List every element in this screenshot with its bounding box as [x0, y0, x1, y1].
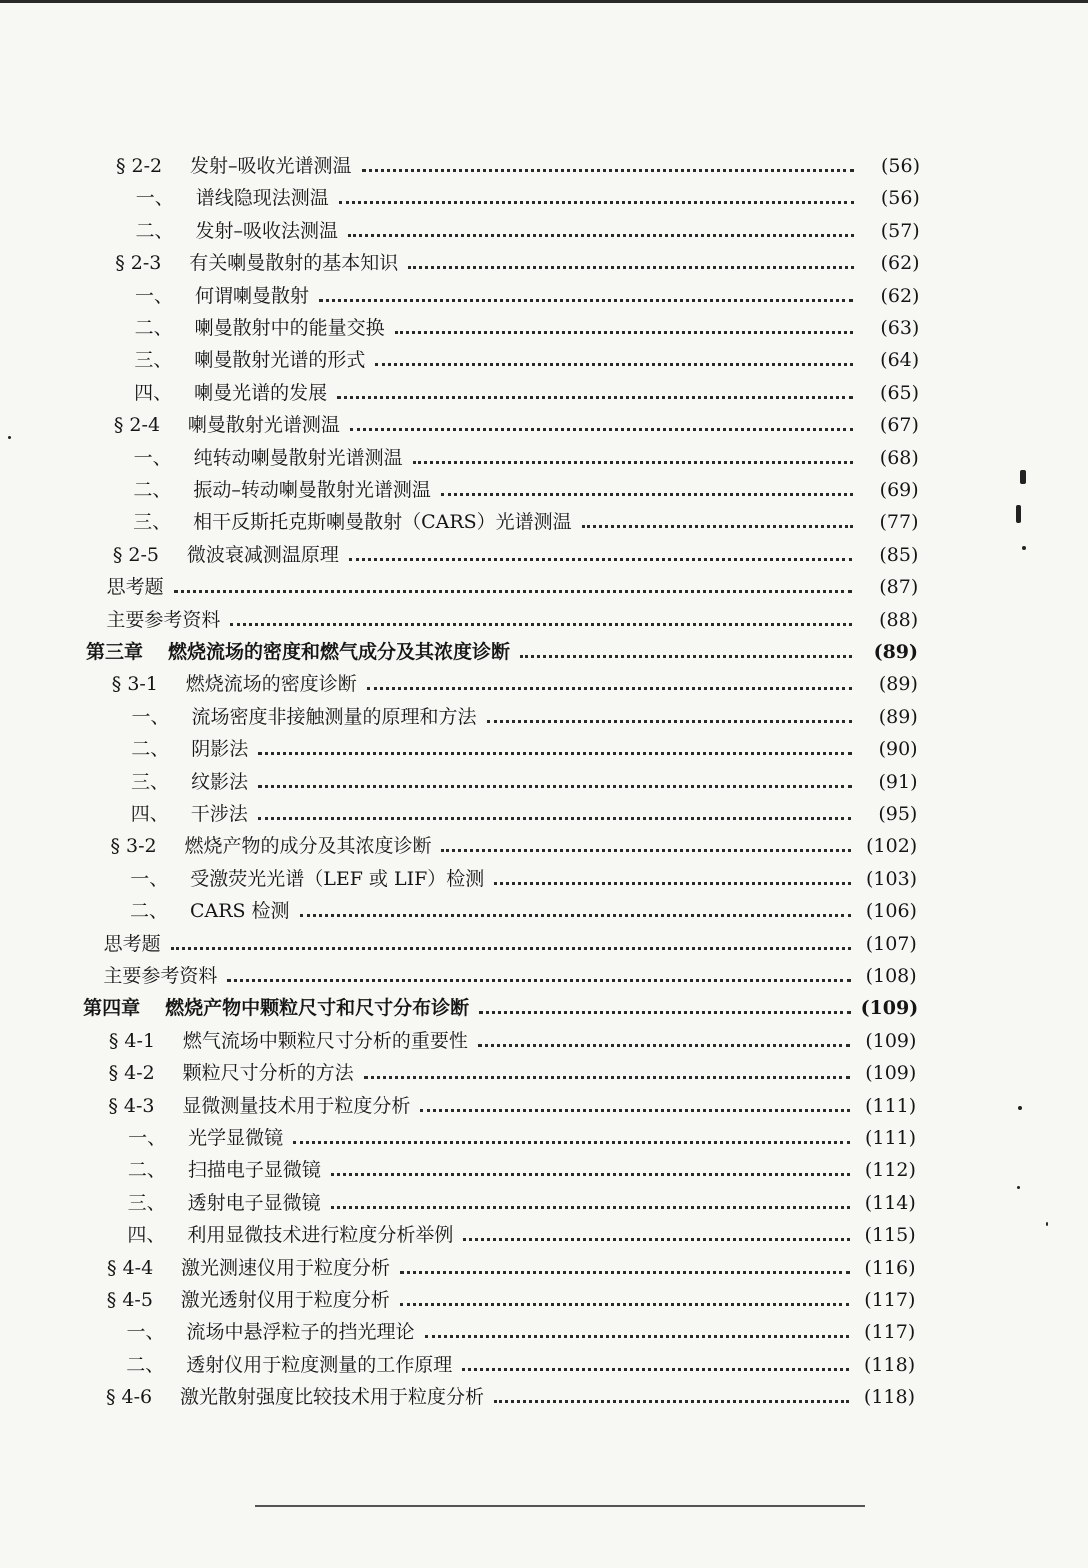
dot-leader — [348, 234, 854, 237]
dot-leader — [400, 1271, 849, 1274]
toc-entry — [113, 537, 919, 567]
toc-entry-page: (117) — [864, 1289, 916, 1311]
toc-entry-page: (109) — [865, 1062, 917, 1085]
toc-entry-page: (102) — [866, 835, 918, 858]
toc-entry-title: 受激荧光光谱（LEF 或 LIF）检测 — [190, 867, 485, 890]
toc-entry-number: 四、 — [127, 1224, 166, 1247]
toc-entry-page: (89) — [873, 641, 919, 663]
toc-entry-number: § 2-5 — [112, 543, 159, 566]
dot-leader — [230, 623, 852, 626]
toc-entry-number: 一、 — [135, 187, 174, 210]
toc-entry-title: 燃烧产物的成分及其浓度诊断 — [184, 835, 432, 858]
dot-leader — [331, 1206, 850, 1209]
dot-leader — [293, 1141, 850, 1144]
toc-entry-number: § 2-4 — [113, 414, 161, 437]
toc-entry-title: 思考题 — [106, 576, 164, 599]
toc-entry-title: 阴影法 — [191, 738, 249, 761]
toc-entry — [128, 1152, 916, 1182]
toc-entry-number: 二、 — [133, 479, 172, 501]
toc-entry-page: (77) — [879, 511, 919, 534]
toc-entry-title: 喇曼光谱的发展 — [194, 381, 328, 404]
toc-entry-title: 主要参考资料 — [106, 608, 221, 631]
toc-entry-page: (56) — [880, 155, 920, 177]
toc-entry-number: 三、 — [133, 511, 172, 534]
toc-entry-number: 第三章 — [86, 641, 144, 663]
toc-entry — [104, 926, 917, 956]
toc-entry-title: 光学显微镜 — [188, 1127, 284, 1149]
toc-entry-title: 激光散射强度比较技术用于粒度分析 — [180, 1386, 485, 1409]
toc-entry-number: 三、 — [134, 349, 173, 372]
dot-leader — [258, 752, 851, 755]
toc-entry-number: § 4-6 — [106, 1386, 153, 1409]
toc-entry-title: 燃烧流场的密度诊断 — [185, 673, 357, 696]
toc-entry-title: 激光透射仪用于粒度分析 — [180, 1289, 390, 1311]
toc-entry — [107, 1282, 916, 1312]
dot-leader — [337, 396, 853, 399]
toc-entry-title: 相干反斯托克斯喇曼散射（CARS）光谱测温 — [193, 511, 572, 534]
dot-leader — [319, 299, 854, 302]
dot-leader — [494, 882, 851, 885]
toc-entry-title: CARS 检测 — [189, 900, 290, 923]
toc-entry — [116, 148, 920, 178]
toc-entry-page: (91) — [878, 770, 918, 793]
dot-leader — [582, 525, 853, 528]
toc-entry-title: 喇曼散射中的能量交换 — [194, 317, 385, 339]
toc-entry-title: 主要参考资料 — [103, 965, 218, 987]
toc-entry-page: (57) — [880, 219, 920, 242]
dot-leader — [441, 849, 851, 852]
dot-leader — [331, 1173, 850, 1176]
toc-entry-page: (117) — [864, 1321, 916, 1344]
toc-entry-title: 喇曼散射光谱测温 — [187, 414, 340, 437]
dot-leader — [350, 428, 853, 431]
toc-entry-title: 纹影法 — [191, 770, 249, 793]
toc-entry — [86, 634, 918, 664]
toc-entry — [128, 1185, 916, 1215]
toc-entry-number: § 3-1 — [111, 673, 158, 696]
toc-entry-number: 三、 — [131, 770, 170, 793]
toc-entry-page: (107) — [865, 932, 917, 955]
toc-entry-page: (85) — [879, 543, 919, 566]
dot-leader — [425, 1335, 850, 1338]
toc-entry — [130, 861, 917, 891]
toc-entry-number: 一、 — [131, 705, 170, 728]
dot-leader — [413, 461, 853, 464]
dot-leader — [408, 266, 853, 269]
toc-entry-title: 谱线隐现法测温 — [195, 187, 329, 210]
toc-entry — [131, 731, 917, 761]
toc-entry-number: 一、 — [133, 446, 172, 469]
toc-entry-page: (63) — [880, 317, 920, 339]
toc-entry — [103, 958, 916, 988]
toc-entry-number: 二、 — [126, 1353, 165, 1376]
toc-entry-page: (89) — [878, 705, 918, 728]
toc-entry — [133, 472, 918, 502]
toc-entry-title: 思考题 — [103, 932, 161, 955]
dot-leader — [420, 1109, 850, 1112]
toc-entry-page: (106) — [865, 900, 917, 923]
dot-leader — [339, 201, 854, 204]
page-top-edge — [0, 0, 1088, 3]
toc-entry — [127, 1314, 916, 1344]
dot-leader — [479, 1011, 850, 1014]
toc-entry-number: 一、 — [130, 867, 169, 890]
toc-entry-page: (67) — [879, 414, 919, 437]
toc-entry-number: 一、 — [134, 284, 173, 307]
toc-entry-title: 颗粒尺寸分析的方法 — [182, 1062, 354, 1085]
scan-speck — [8, 436, 11, 439]
dot-leader — [171, 947, 851, 950]
toc-entry-title: 纯转动喇曼散射光谱测温 — [193, 446, 403, 469]
toc-entry — [132, 699, 918, 729]
dot-leader — [441, 493, 853, 496]
toc-entry-title: 利用显微技术进行粒度分析举例 — [187, 1224, 454, 1247]
toc-entry-page: (111) — [865, 1094, 917, 1117]
toc-entry-number: 二、 — [131, 738, 170, 761]
scan-speck — [1046, 1222, 1048, 1226]
toc-entry-page: (118) — [864, 1353, 916, 1376]
dot-leader — [227, 979, 850, 982]
toc-entry-page: (111) — [864, 1127, 917, 1149]
dot-leader — [462, 1368, 849, 1371]
toc-entry-page: (87) — [879, 576, 919, 599]
toc-entry — [107, 1250, 915, 1280]
toc-entry — [134, 375, 919, 405]
toc-entry-title: 流场密度非接触测量的原理和方法 — [191, 705, 477, 728]
toc-entry-title: 干涉法 — [190, 803, 248, 825]
dot-leader — [367, 687, 852, 690]
toc-entry-number: § 2-2 — [116, 155, 163, 177]
dot-leader — [362, 169, 854, 172]
toc-entry-page: (88) — [879, 608, 919, 631]
toc-entry — [114, 407, 919, 437]
toc-entry-number: 二、 — [129, 900, 168, 923]
toc-entry-title: 何谓喇曼散射 — [194, 284, 309, 307]
toc-entry — [106, 602, 918, 632]
dot-leader — [258, 817, 852, 820]
toc-entry — [134, 440, 919, 470]
dot-leader — [300, 914, 851, 917]
toc-entry — [112, 666, 918, 696]
toc-entry-title: 有关喇曼散射的基本知识 — [189, 252, 399, 275]
toc-entry — [135, 213, 919, 243]
toc-entry-number: § 4-2 — [108, 1062, 155, 1085]
toc-entry-page: (112) — [864, 1159, 916, 1182]
toc-entry — [136, 180, 920, 210]
toc-entry — [109, 1023, 917, 1053]
toc-entry-page: (89) — [878, 673, 918, 696]
toc-entry-page: (109) — [860, 997, 919, 1020]
toc-entry-title: 发射–吸收光谱测温 — [190, 155, 352, 177]
toc-entry-title: 显微测量技术用于粒度分析 — [182, 1094, 411, 1117]
toc-entry-page: (90) — [878, 738, 918, 761]
toc-entry — [127, 1217, 915, 1247]
toc-entry — [108, 1088, 916, 1118]
toc-entry-number: 四、 — [130, 803, 169, 825]
toc-entry-page: (56) — [880, 187, 920, 210]
toc-entry-number: 三、 — [127, 1191, 166, 1214]
dot-leader — [395, 331, 854, 334]
dot-leader — [174, 590, 853, 593]
dot-leader — [487, 720, 852, 723]
dot-leader — [375, 363, 853, 366]
bottom-rule — [255, 1505, 865, 1507]
toc-entry — [128, 1120, 916, 1150]
dot-leader — [258, 785, 851, 788]
toc-entry-number: 二、 — [135, 219, 174, 242]
toc-entry — [134, 342, 919, 372]
scan-speck — [1022, 546, 1026, 550]
toc-entry — [131, 764, 918, 794]
toc-entry-page: (115) — [864, 1224, 916, 1247]
toc-entry-number: § 2-3 — [115, 252, 162, 275]
toc-entry — [83, 990, 919, 1020]
toc-entry-page: (62) — [880, 252, 920, 275]
toc-entry-number: § 4-1 — [108, 1029, 156, 1052]
toc-entry-number: 一、 — [128, 1127, 167, 1149]
toc-entry-page: (69) — [879, 479, 919, 501]
toc-entry-number: § 3-2 — [110, 835, 157, 858]
toc-entry-page: (95) — [878, 803, 918, 825]
toc-entry-title: 激光测速仪用于粒度分析 — [181, 1256, 391, 1279]
toc-entry — [135, 278, 920, 308]
scan-speck — [1020, 470, 1026, 484]
toc-entry — [115, 245, 919, 275]
toc-entry — [130, 893, 917, 923]
scan-speck — [1017, 1186, 1020, 1189]
toc-entry-title: 喇曼散射光谱的形式 — [194, 349, 366, 372]
toc-entry-number: 二、 — [134, 317, 173, 339]
toc-entry — [135, 310, 920, 340]
dot-leader — [494, 1400, 849, 1403]
dot-leader — [478, 1044, 851, 1047]
toc-entry — [106, 1379, 915, 1409]
toc-entry-page: (103) — [866, 867, 918, 890]
dot-leader — [520, 655, 852, 658]
toc-entry-number: § 4-3 — [108, 1094, 155, 1117]
dot-leader — [400, 1303, 850, 1306]
toc-entry — [126, 1347, 915, 1377]
toc-entry-page: (108) — [865, 965, 917, 987]
scan-speck — [1018, 1106, 1022, 1110]
toc-entry-title: 发射–吸收法测温 — [195, 219, 338, 242]
toc-entry-title: 透射电子显微镜 — [187, 1191, 321, 1214]
toc-entry-title: 扫描电子显微镜 — [187, 1159, 321, 1182]
toc-entry — [131, 796, 918, 826]
toc-entry-number: § 4-4 — [107, 1256, 154, 1279]
toc-entry-title: 微波衰减测温原理 — [186, 543, 339, 566]
toc-entry-page: (64) — [880, 349, 920, 372]
toc-entry-title: 燃烧流场的密度和燃气成分及其浓度诊断 — [168, 641, 511, 663]
toc-entry — [107, 569, 919, 599]
dot-leader — [364, 1076, 851, 1079]
toc-entry-page: (109) — [865, 1029, 917, 1052]
scan-speck — [1016, 505, 1021, 523]
toc-entry — [110, 828, 917, 858]
toc-entry-number: § 4-5 — [106, 1289, 153, 1311]
toc-entry-page: (62) — [880, 284, 920, 307]
toc-entry-page: (65) — [880, 381, 920, 404]
toc-entry-number: 一、 — [126, 1321, 165, 1344]
toc-entry-title: 透射仪用于粒度测量的工作原理 — [186, 1353, 453, 1376]
toc-entry-page: (68) — [879, 446, 919, 469]
dot-leader — [463, 1238, 849, 1241]
toc-entry-page: (114) — [864, 1191, 916, 1214]
toc-entry-number: 第四章 — [83, 997, 141, 1020]
toc-entry-number: 四、 — [134, 381, 173, 404]
toc-entry-title: 流场中悬浮粒子的挡光理论 — [186, 1321, 415, 1344]
toc-entry-title: 振动–转动喇曼散射光谱测温 — [193, 479, 431, 501]
toc-entry — [109, 1055, 917, 1085]
toc-entry — [133, 504, 918, 534]
dot-leader — [349, 558, 853, 561]
toc-entry-title: 燃烧产物中颗粒尺寸和尺寸分布诊断 — [165, 997, 470, 1020]
toc-entry-title: 燃气流场中颗粒尺寸分析的重要性 — [182, 1029, 468, 1052]
toc-entry-page: (116) — [864, 1256, 916, 1279]
toc-entry-number: 二、 — [127, 1159, 166, 1182]
toc-entry-page: (118) — [863, 1386, 915, 1409]
